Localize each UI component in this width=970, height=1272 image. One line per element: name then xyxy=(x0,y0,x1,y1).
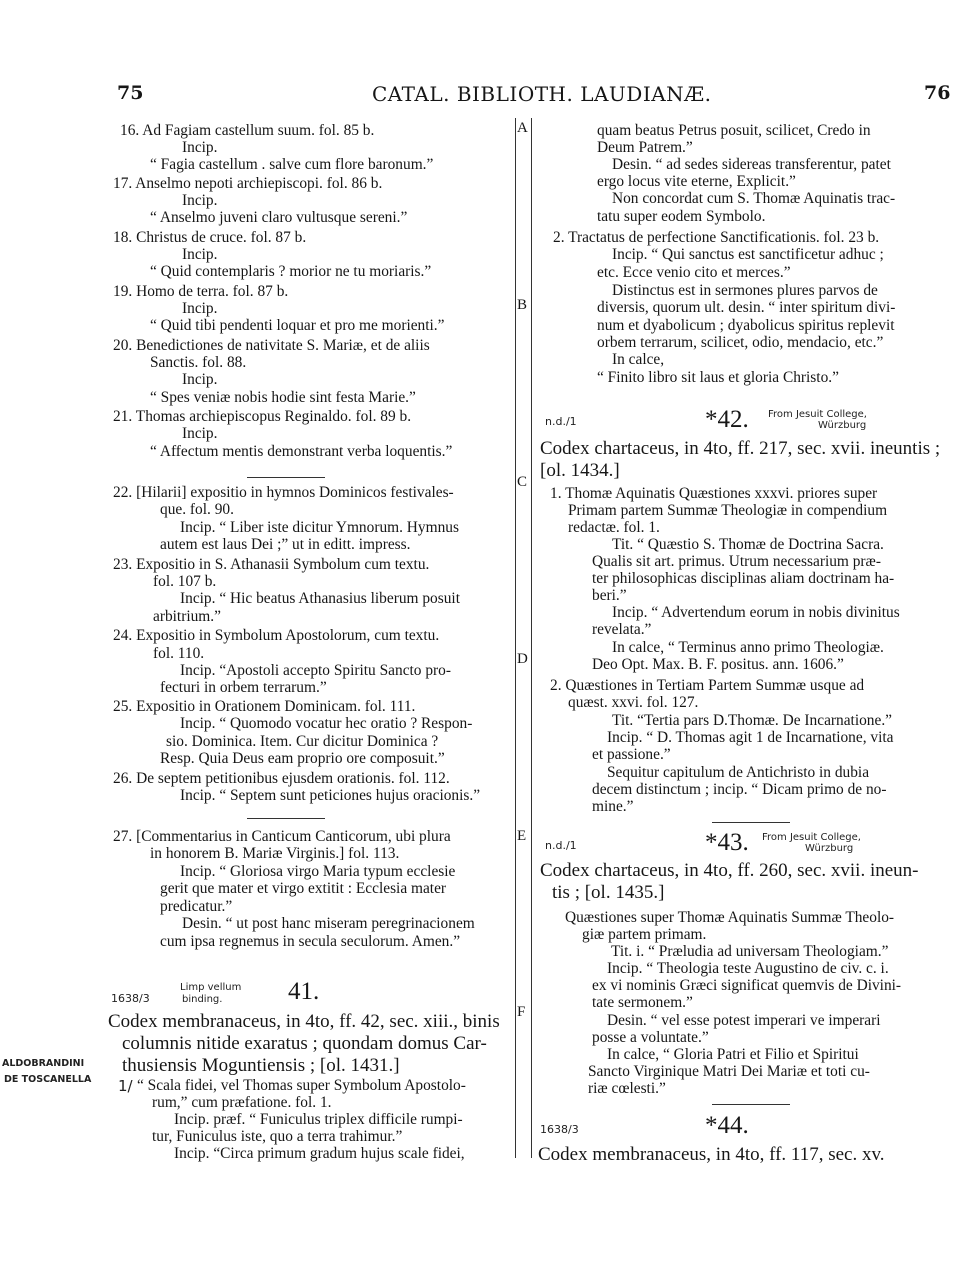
text-line: Non concordat cum S. Thomæ Aquinatis trac- xyxy=(612,190,896,207)
binding-annotation: binding. xyxy=(182,994,223,1005)
text-line: 22. [Hilarii] expositio in hymnos Dominicos festivales- xyxy=(113,484,454,501)
text-line: “ Affectum mentis demonstrant verba loquentis.” xyxy=(150,443,453,460)
text-line: que. fol. 90. xyxy=(160,501,234,518)
text-line: tur, Funiculus iste, quo a terra trahimur.” xyxy=(152,1128,403,1145)
text-line: 19. Homo de terra. fol. 87 b. xyxy=(113,283,289,300)
text-line: ter philosophicas disciplinas aliam doctrinam ha- xyxy=(592,570,895,587)
text-line: Deum Patrem.” xyxy=(597,139,693,156)
provenance-annotation: Würzburg xyxy=(805,843,854,854)
margin-marker-e: E xyxy=(517,828,527,844)
text-line: Incip. “ Advertendum eorum in nobis divinitus xyxy=(612,604,900,621)
text-line: autem est laus Dei ;” ut in editt. impress. xyxy=(160,536,411,553)
text-line: Incip. “Apostoli accepto Spiritu Sancto pro- xyxy=(180,662,451,679)
text-line: 25. Expositio in Orationem Dominicam. fol. 111. xyxy=(113,698,416,715)
section-rule xyxy=(712,822,790,823)
text-line: Incip. præf. “ Funiculus triplex difficile rumpi- xyxy=(174,1111,463,1128)
text-line: Desin. “ ad sedes sidereas transferentur, patet xyxy=(612,156,891,173)
text-line: “ Fagia castellum . salve cum flore baronum.” xyxy=(150,156,434,173)
text-line: Tit. “Tertia pars D.Thomæ. De Incarnatione.” xyxy=(612,712,893,729)
shelfmark-annotation: 1638/3 xyxy=(111,992,150,1005)
text-line: rum,” cum præfatione. fol. 1. xyxy=(152,1094,332,1111)
text-line: Incip. “ Hic beatus Athanasius liberum posuit xyxy=(180,590,460,607)
text-line: 21. Thomas archiepiscopus Reginaldo. fol. 89 b. xyxy=(113,408,412,425)
column-divider-right xyxy=(531,118,532,1158)
column-divider xyxy=(515,118,516,1158)
entry-number: *43. xyxy=(705,829,749,856)
text-line: tatu super eodem Symbolo. xyxy=(597,208,766,225)
text-line: 27. [Commentarius in Canticum Canticorum, ubi plura xyxy=(113,828,451,845)
margin-marker-b: B xyxy=(517,297,528,313)
text-line: 2. Tractatus de perfectione Sanctificationis. fol. 23 b. xyxy=(553,229,880,246)
text-line: In calce, xyxy=(612,351,665,368)
section-rule xyxy=(712,1104,790,1105)
entry-number: *44. xyxy=(705,1112,749,1139)
text-line: “ Quid tibi pendenti loquar et pro me morienti.” xyxy=(150,317,445,334)
shelfmark-annotation: 1638/3 xyxy=(540,1123,579,1136)
text-line: Sancto Virginique Matri Dei Mariæ et toti cu- xyxy=(588,1063,870,1080)
text-line: Primam partem Summæ Theologiæ in compendium xyxy=(568,502,888,519)
text-line: redactæ. fol. 1. xyxy=(568,519,660,536)
text-line: Tit. i. “ Præludia ad universam Theologiam.” xyxy=(611,943,889,960)
right-page-number: 76 xyxy=(924,82,951,104)
date-annotation: n.d./1 xyxy=(545,415,577,428)
text-line: sio. Dominica. Item. Cur dicitur Dominica ? xyxy=(166,733,439,750)
text-line: Incip. xyxy=(182,139,218,156)
left-page-number: 75 xyxy=(117,82,144,104)
provenance-annotation: ALDOBRANDINI xyxy=(2,1058,85,1069)
text-line: giæ partem primam. xyxy=(582,926,707,943)
text-line: Incip. xyxy=(182,192,218,209)
text-line: 18. Christus de cruce. fol. 87 b. xyxy=(113,229,307,246)
text-line: Deo Opt. Max. B. F. positus. ann. 1606.” xyxy=(592,656,844,673)
text-line: “ Scala fidei, vel Thomas super Symbolum Apostolo- xyxy=(137,1077,466,1094)
entry-heading: [ol. 1434.] xyxy=(540,460,620,481)
item-mark: 1/ xyxy=(118,1077,133,1095)
section-rule xyxy=(247,818,325,819)
text-line: Incip. “Circa primum gradum hujus scale fidei, xyxy=(174,1145,465,1162)
entry-number: 41. xyxy=(288,978,320,1005)
text-line: Incip. xyxy=(182,371,218,388)
text-line: beri.” xyxy=(592,587,627,604)
entry-heading: tis ; [ol. 1435.] xyxy=(552,882,665,903)
text-line: et passione.” xyxy=(592,746,671,763)
text-line: Incip. “ Liber iste dicitur Ymnorum. Hymnus xyxy=(180,519,459,536)
section-rule xyxy=(247,477,325,478)
text-line: arbitrium.” xyxy=(153,608,221,625)
text-line: 24. Expositio in Symbolum Apostolorum, cum textu. xyxy=(113,627,440,644)
date-annotation: n.d./1 xyxy=(545,839,577,852)
entry-heading: Codex chartaceus, in 4to, ff. 217, sec. xvii. ineuntis ; xyxy=(540,438,941,459)
text-line: Incip. xyxy=(182,246,218,263)
binding-annotation: Limp vellum xyxy=(180,982,242,993)
text-line: posse a voluntate.” xyxy=(592,1029,709,1046)
text-line: etc. Ecce venio cito et merces.” xyxy=(597,264,791,281)
text-line: Resp. Quia Deus eam proprio ore composuit.” xyxy=(160,750,445,767)
text-line: Sanctis. fol. 88. xyxy=(150,354,247,371)
entry-heading: Codex chartaceus, in 4to, ff. 260, sec. xvii. ineun- xyxy=(540,860,919,881)
text-line: fol. 107 b. xyxy=(153,573,217,590)
text-line: 16. Ad Fagiam castellum suum. fol. 85 b. xyxy=(120,122,375,139)
text-line: Distinctus est in sermones plures parvos de xyxy=(612,282,878,299)
text-line: “ Anselmo juveni claro vultusque sereni.” xyxy=(150,209,408,226)
text-line: Incip. “ Gloriosa virgo Maria typum ecclesie xyxy=(180,863,456,880)
text-line: Tit. “ Quæstio S. Thomæ de Doctrina Sacra. xyxy=(612,536,884,553)
provenance-annotation: From Jesuit College, xyxy=(762,832,861,843)
text-line: Desin. “ vel esse potest imperari ve imperari xyxy=(607,1012,881,1029)
text-line: In calce, “ Gloria Patri et Filio et Spiritui xyxy=(607,1046,859,1063)
text-line: “ Spes veniæ nobis hodie sint festa Marie.” xyxy=(150,389,416,406)
text-line: orbem terrarum, scilicet, odio, mendacio, etc.” xyxy=(597,334,884,351)
text-line: “ Quid contemplaris ? morior ne tu moriaris.” xyxy=(150,263,432,280)
provenance-annotation: DE TOSCANELLA xyxy=(4,1074,92,1085)
margin-marker-d: D xyxy=(517,651,528,667)
text-line: quam beatus Petrus posuit, scilicet, Credo in xyxy=(597,122,871,139)
text-line: tate sermonem.” xyxy=(592,994,693,1011)
text-line: Sequitur capitulum de Antichristo in dubia xyxy=(607,764,870,781)
text-line: Incip. “ Quomodo vocatur hec oratio ? Respon- xyxy=(180,715,473,732)
text-line: 17. Anselmo nepoti archiepiscopi. fol. 86 b. xyxy=(113,175,383,192)
text-line: ex vi nominis Græci significat quemvis de Divini- xyxy=(592,977,902,994)
text-line: Quæstiones super Thomæ Aquinatis Summæ Theolo- xyxy=(565,909,895,926)
text-line: diversis, quorum ult. desin. “ inter spiritum divi- xyxy=(597,299,896,316)
entry-number: *42. xyxy=(705,406,749,433)
text-line: in honorem B. Mariæ Virginis.] fol. 113. xyxy=(150,845,400,862)
entry-heading: thusiensis Moguntiensis ; [ol. 1431.] xyxy=(122,1055,400,1076)
text-line: Incip. “ Septem sunt peticiones hujus oracionis.” xyxy=(180,787,481,804)
text-line: gerit que mater et virgo extitit : Ecclesia mater xyxy=(160,880,447,897)
text-line: quæst. xxvi. fol. 127. xyxy=(568,694,699,711)
provenance-annotation: Würzburg xyxy=(818,420,867,431)
margin-marker-a: A xyxy=(517,120,528,136)
margin-marker-f: F xyxy=(517,1004,526,1020)
margin-marker-c: C xyxy=(517,474,528,490)
text-line: predicatur.” xyxy=(160,898,233,915)
text-line: Incip. “ D. Thomas agit 1 de Incarnatione, vita xyxy=(607,729,894,746)
text-line: Incip. “ Qui sanctus est sanctificetur adhuc ; xyxy=(612,246,884,263)
text-line: revelata.” xyxy=(592,621,652,638)
text-line: cum ipsa regnemus in secula seculorum. Amen.” xyxy=(160,933,461,950)
text-line: 23. Expositio in S. Athanasii Symbolum cum textu. xyxy=(113,556,430,573)
text-line: Incip. xyxy=(182,425,218,442)
text-line: decem distinctum ; incip. “ Dicam primo de no- xyxy=(592,781,887,798)
text-line: mine.” xyxy=(592,798,634,815)
provenance-annotation: From Jesuit College, xyxy=(768,409,867,420)
text-line: 20. Benedictiones de nativitate S. Mariæ, et de aliis xyxy=(113,337,430,354)
text-line: num et dyabolicum ; dyabolicus spiritus replevit xyxy=(597,317,895,334)
text-line: Incip. xyxy=(182,300,218,317)
text-line: “ Finito libro sit laus et gloria Christo.” xyxy=(597,369,839,386)
text-line: fecturi in orbem terrarum.” xyxy=(160,679,327,696)
text-line: 26. De septem petitionibus ejusdem orationis. fol. 112. xyxy=(113,770,450,787)
text-line: riæ cœlesti.” xyxy=(588,1080,666,1097)
text-line: fol. 110. xyxy=(153,645,205,662)
text-line: Incip. “ Theologia teste Augustino de civ. c. i. xyxy=(607,960,889,977)
text-line: Qualis sit art. primus. Utrum necessarium præ- xyxy=(592,553,881,570)
entry-heading: Codex membranaceus, in 4to, ff. 117, sec. xv. xyxy=(538,1144,885,1165)
running-title: CATAL. BIBLIOTH. LAUDIANÆ. xyxy=(372,82,712,106)
text-line: Desin. “ ut post hanc miseram peregrinacionem xyxy=(182,915,475,932)
text-line: ergo locus vite eterne, Explicit.” xyxy=(597,173,796,190)
text-line: In calce, “ Terminus anno primo Theologiæ. xyxy=(612,639,884,656)
entry-heading: Codex membranaceus, in 4to, ff. 42, sec. xiii., binis xyxy=(108,1011,500,1032)
text-line: 1. Thomæ Aquinatis Quæstiones xxxvi. priores super xyxy=(550,485,878,502)
text-line: 2. Quæstiones in Tertiam Partem Summæ usque ad xyxy=(550,677,865,694)
entry-heading: columnis nitide exaratus ; quondam domus Car- xyxy=(122,1033,487,1054)
